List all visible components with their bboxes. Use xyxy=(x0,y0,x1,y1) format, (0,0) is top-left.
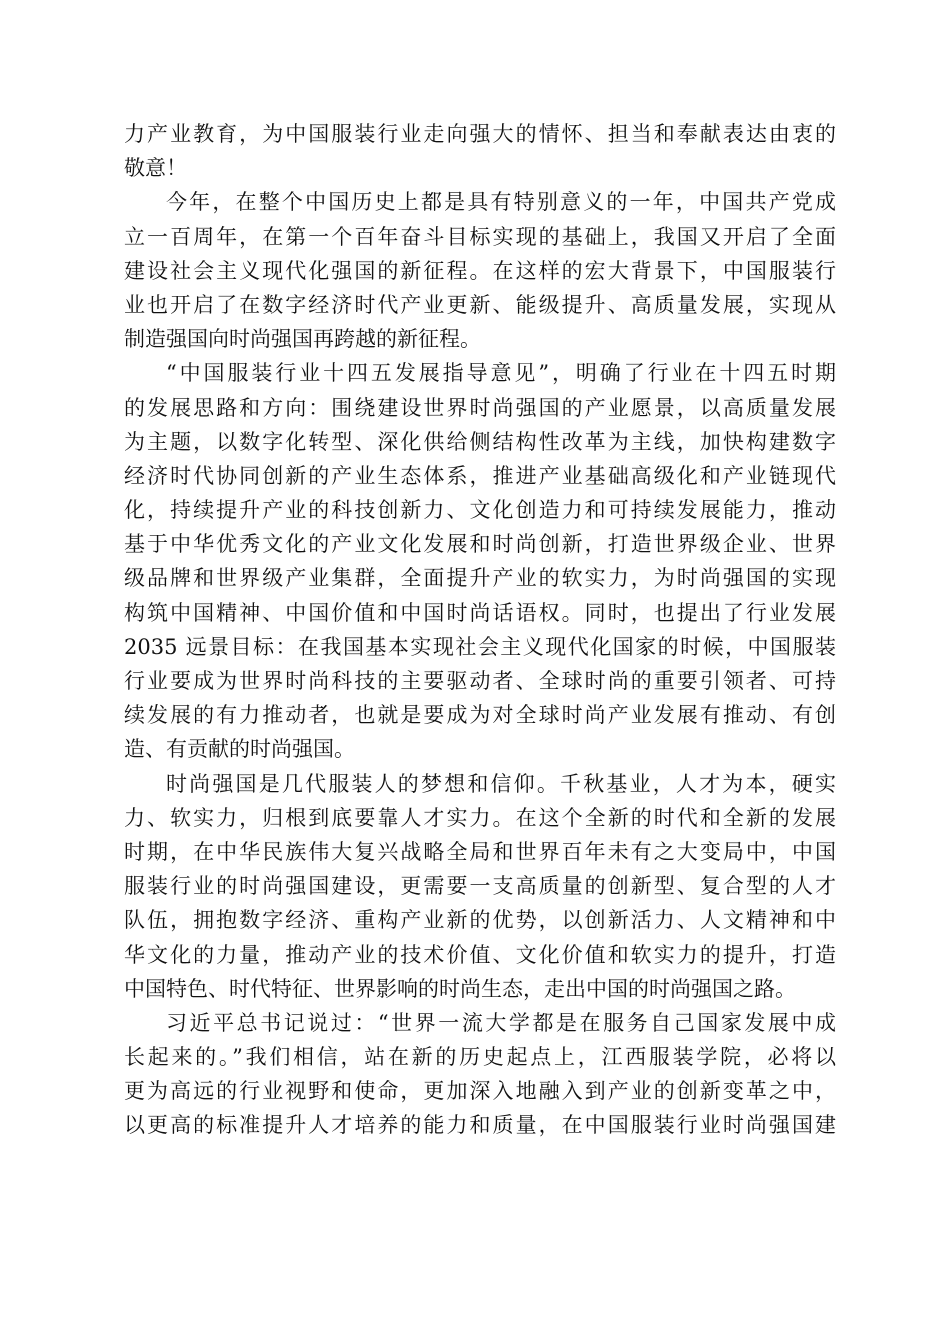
paragraph-5 xyxy=(124,1006,836,1143)
paragraph-line: 造、有贡献的时尚强国。 xyxy=(124,737,355,762)
paragraph-line: 级品牌和世界级产业集群，全面提升产业的软实力，为时尚强国的实现 xyxy=(124,566,836,591)
paragraph-line: 长起来的。”我们相信，站在新的历史起点上，江西服装学院，必将以 xyxy=(124,1045,836,1070)
paragraph-line: 服装行业的时尚强国建设，更需要一支高质量的创新型、复合型的人才 xyxy=(124,874,836,899)
paragraph-line: 立一百周年，在第一个百年奋斗目标实现的基础上，我国又开启了全面 xyxy=(124,224,836,249)
paragraph-line: 业也开启了在数字经济时代产业更新、能级提升、高质量发展，实现从 xyxy=(124,292,836,317)
paragraph-line: 为主题，以数字化转型、深化供给侧结构性改革为主线，加快构建数字 xyxy=(124,429,836,454)
paragraph-4 xyxy=(124,767,836,1006)
paragraph-3 xyxy=(124,356,836,766)
paragraph-1 xyxy=(124,117,836,185)
paragraph-line: 时期，在中华民族伟大复兴战略全局和世界百年未有之大变局中，中国 xyxy=(124,839,836,864)
paragraph-line: 经济时代协同创新的产业生态体系，推进产业基础高级化和产业链现代 xyxy=(124,463,836,488)
paragraph-2 xyxy=(124,185,836,356)
paragraph-line: 力、软实力，归根到底要靠人才实力。在这个全新的时代和全新的发展 xyxy=(124,805,836,830)
document-body xyxy=(124,117,836,1143)
paragraph-line: 行业要成为世界时尚科技的主要驱动者、全球时尚的重要引领者、可持 xyxy=(124,669,836,693)
paragraph-first-line: 习近平总书记说过：“世界一流大学都是在服务自己国家发展中成 xyxy=(166,1010,836,1035)
paragraph-line: 基于中华优秀文化的产业文化发展和时尚创新，打造世界级企业、世界 xyxy=(124,532,836,557)
paragraph-first-line: 时尚强国是几代服装人的梦想和信仰。千秋基业，人才为本，硬实 xyxy=(166,771,836,796)
paragraph-line: 续发展的有力推动者，也就是要成为对全球时尚产业发展有推动、有创 xyxy=(124,703,836,728)
paragraph-line: 中国特色、时代特征、世界影响的时尚生态，走出中国的时尚强国之路。 xyxy=(124,976,796,1001)
paragraph-line: 队伍，拥抱数字经济、重构产业新的优势，以创新活力、人文精神和中 xyxy=(124,908,836,933)
paragraph-line: 构筑中国精神、中国价值和中国时尚话语权。同时，也提出了行业发展 xyxy=(124,600,836,625)
paragraph-line: 的发展思路和方向：围绕建设世界时尚强国的产业愿景，以高质量发展 xyxy=(124,395,836,420)
paragraph-line: 更为高远的行业视野和使命，更加深入地融入到产业的创新变革之中， xyxy=(124,1079,836,1104)
paragraph-line: 制造强国向时尚强国再跨越的新征程。 xyxy=(124,327,481,352)
paragraph-line: 力产业教育，为中国服装行业走向强大的情怀、担当和奉献表达由衷的 xyxy=(124,122,836,146)
paragraph-line: 以更高的标准提升人才培养的能力和质量，在中国服装行业时尚强国建 xyxy=(124,1113,836,1138)
paragraph-line: 2035 远景目标：在我国基本实现社会主义现代化国家的时候，中国服装 xyxy=(124,634,836,659)
paragraph-first-line: “中国服装行业十四五发展指导意见”，明确了行业在十四五时期 xyxy=(166,361,836,386)
paragraph-line: 华文化的力量，推动产业的技术价值、文化价值和软实力的提升，打造 xyxy=(124,942,836,967)
paragraph-line: 建设社会主义现代化强国的新征程。在这样的宏大背景下，中国服装行 xyxy=(124,258,836,283)
paragraph-line: 化，持续提升产业的科技创新力、文化创造力和可持续发展能力，推动 xyxy=(124,498,836,523)
paragraph-line: 敬意！ xyxy=(124,156,187,181)
paragraph-first-line: 今年，在整个中国历史上都是具有特别意义的一年，中国共产党成 xyxy=(166,190,836,215)
